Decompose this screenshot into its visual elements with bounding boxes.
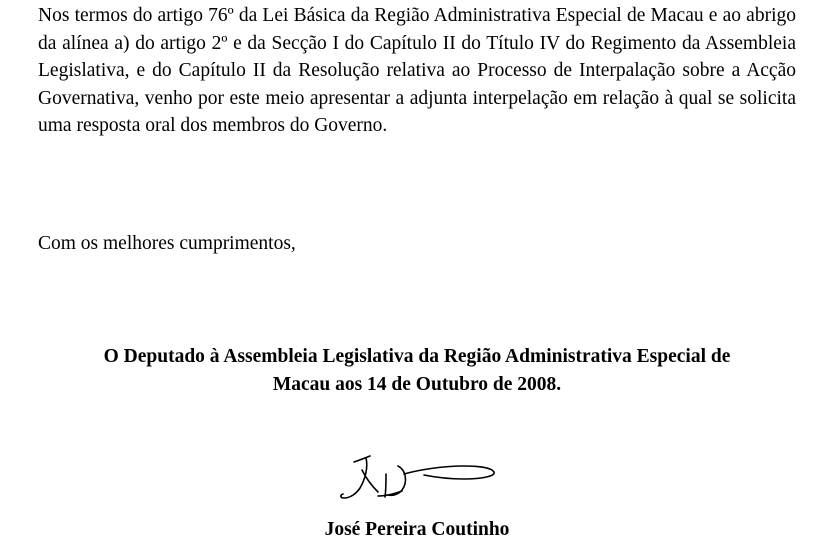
handwritten-signature	[332, 448, 502, 510]
signature-statement	[30, 343, 804, 399]
signature-statement-line-1: O Deputado à Assembleia Legislativa da Região Administrativa Especial de	[103, 346, 731, 367]
body-paragraph: Nos termos do artigo 76º da Lei Básica da Região Administrativa Especial de Macau e ao abrigo da alínea a) do artigo 2º e da Secção I do Capítulo II do Título IV do Regimento da Assembleia Legislativa, e do Capítulo II da Resolução relativa ao Processo de Interpalação sobre a Acção Governativa, venho por este meio apresentar a adjunta interpelação em relação à qual se solicita uma resposta oral dos membros do Governo.	[38, 5, 796, 136]
signature-statement-line-2: Macau aos 14 de Outubro de 2008.	[272, 374, 562, 395]
closing-salutation: Com os melhores cumprimentos,	[38, 233, 296, 254]
signer-name: José Pereira Coutinho	[324, 519, 510, 540]
